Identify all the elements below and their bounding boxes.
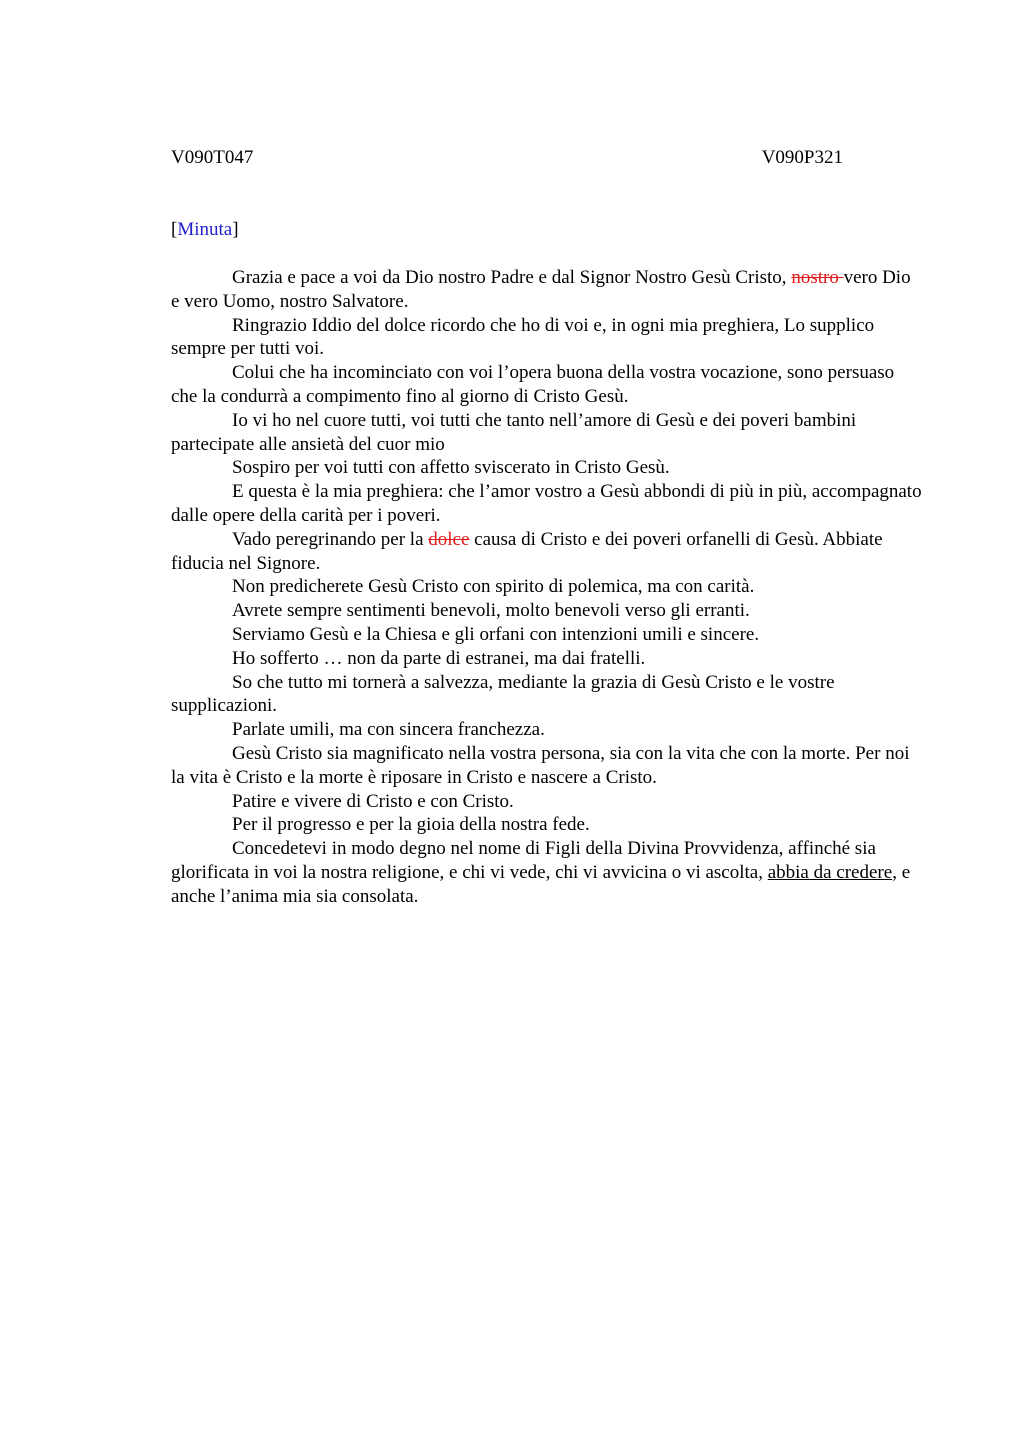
document-code-left: V090T047 — [171, 147, 254, 168]
paragraph-text: , e anche l’anima mia sia consolata. — [171, 861, 911, 907]
paragraph: E questa è la mia preghiera: che l’amor vostro a Gesù abbondi di più in più, accompagnato dalle opere della carità per i poveri. — [171, 481, 922, 526]
paragraph: Avrete sempre sentimenti benevoli, molto benevoli verso gli erranti. — [232, 600, 750, 622]
paragraph-text: causa di Cristo e dei poveri orfanelli di Gesù. Abbiate fiducia nel Signore. — [171, 528, 883, 574]
paragraph-text: Vado peregrinando per la — [232, 528, 429, 550]
document-body — [171, 266, 923, 909]
minuta-word: Minuta — [177, 219, 233, 240]
paragraph-text: Concedetevi in modo degno nel nome di Figli della Divina Provvidenza, affinché sia glorificata in voi la nostra religione, e chi vi vede, chi vi avvicina o vi ascolta, — [171, 838, 876, 883]
document-type-label — [171, 218, 239, 242]
paragraph: So che tutto mi tornerà a salvezza, mediante la grazia di Gesù Cristo e le vostre supplicazioni. — [171, 671, 835, 717]
paragraph — [171, 528, 923, 576]
paragraph — [171, 837, 923, 908]
paragraph: Parlate umili, ma con sincera franchezza. — [232, 719, 545, 741]
underlined-phrase: abbia da credere — [767, 861, 893, 883]
paragraph-text: vero Dio e vero Uomo, nostro Salvatore. — [171, 267, 911, 312]
struck-word: dolce — [428, 528, 470, 550]
paragraph: Colui che ha incominciato con voi l’opera buona della vostra vocazione, sono persuaso che la condurrà a compimento fino al giorno di Cristo Gesù. — [171, 362, 895, 407]
bracket-open: [ — [171, 219, 178, 240]
bracket-close: ] — [232, 219, 239, 240]
paragraph: Gesù Cristo sia magnificato nella vostra persona, sia con la vita che con la morte. Per noi la vita è Cristo e la morte è riposare in Cristo e nascere a Cristo. — [171, 742, 910, 788]
paragraph: Io vi ho nel cuore tutti, voi tutti che tanto nell’amore di Gesù e dei poveri bambini partecipate alle ansietà del cuor mio — [171, 409, 857, 455]
paragraph: Per il progresso e per la gioia della nostra fede. — [232, 814, 590, 836]
paragraph — [171, 266, 923, 314]
paragraph: Ho sofferto … non da parte di estranei, ma dai fratelli. — [232, 647, 646, 669]
paragraph: Non predicherete Gesù Cristo con spirito di polemica, ma con carità. — [232, 576, 755, 598]
paragraph: Sospiro per voi tutti con affetto sviscerato in Cristo Gesù. — [232, 457, 670, 479]
struck-word: nostro — [791, 267, 844, 288]
paragraph: Serviamo Gesù e la Chiesa e gli orfani con intenzioni umili e sincere. — [232, 623, 760, 645]
paragraph: Patire e vivere di Cristo e con Cristo. — [232, 790, 514, 812]
paragraph: Ringrazio Iddio del dolce ricordo che ho di voi e, in ogni mia preghiera, Lo supplico sempre per tutti voi. — [171, 314, 875, 360]
paragraph-text: Grazia e pace a voi da Dio nostro Padre e dal Signor Nostro Gesù Cristo, — [232, 267, 792, 288]
document-code-right: V090P321 — [761, 147, 843, 168]
